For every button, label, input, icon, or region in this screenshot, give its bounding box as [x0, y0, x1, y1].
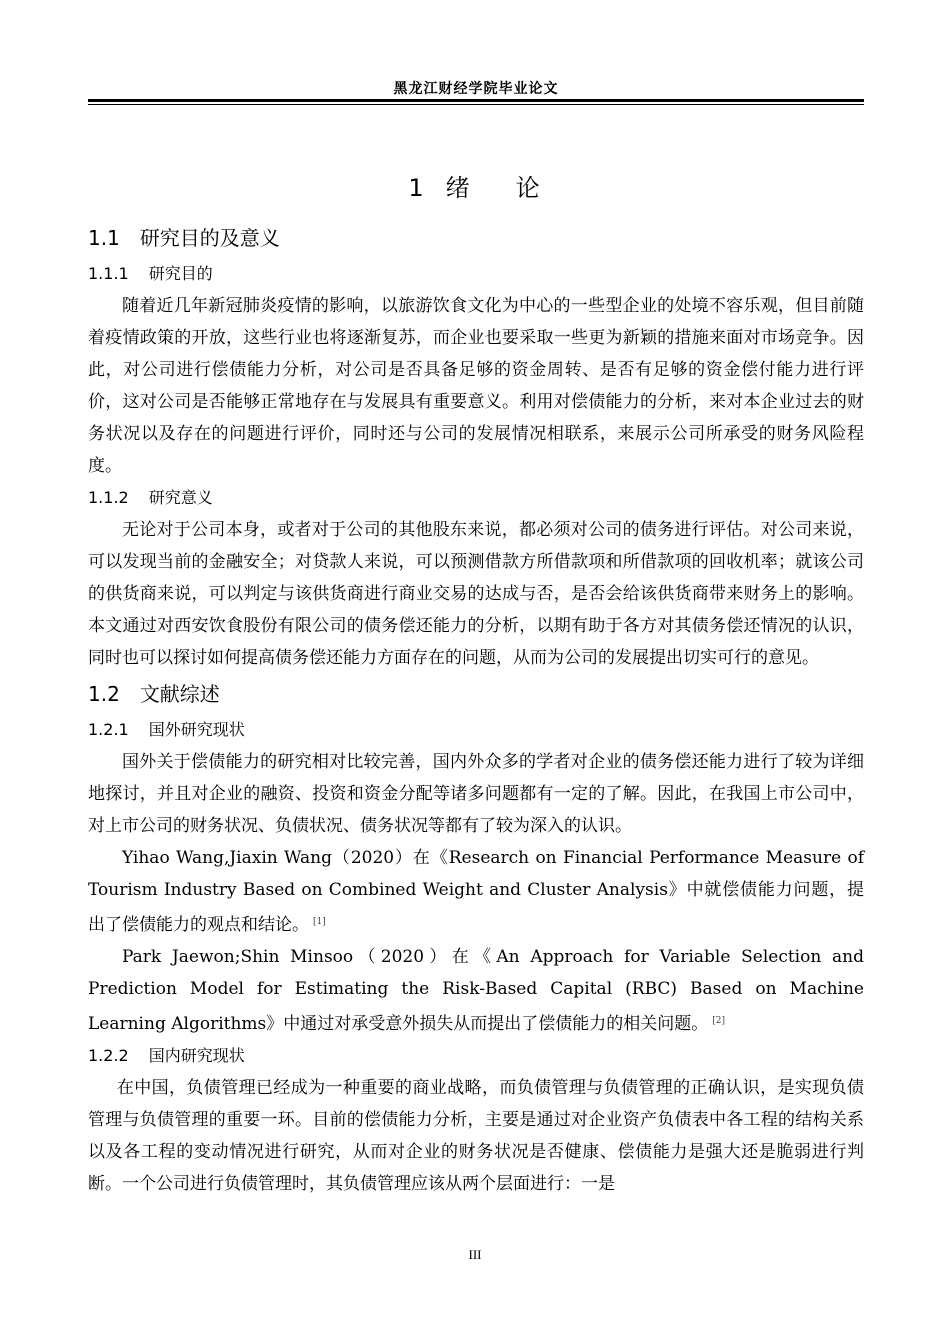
section-number: 1.1.1 — [88, 264, 129, 283]
chapter-number: 1 — [408, 174, 426, 202]
header-rule-thin — [88, 104, 864, 105]
section-number: 1.1.2 — [88, 488, 129, 507]
paragraph-foreign-overview: 国外关于偿债能力的研究相对比较完善，国内外众多的学者对企业的债务偿还能力进行了较为详细地探讨，并且对企业的融资、投资和资金分配等诸多问题都有一定的了解。因此，在我国上市公司中，对上市公司的财务状况、负债状况、债务状况等都有了较为深入的认识。 — [88, 752, 864, 836]
section-number: 1.1 — [88, 226, 120, 250]
paragraph-foreign-citation-2 — [88, 941, 864, 1040]
paragraph-research-purpose: 随着近几年新冠肺炎疫情的影响，以旅游饮食文化为中心的一些型企业的处境不容乐观，但目前随着疫情政策的开放，这些行业也将逐渐复苏，而企业也要采取一些更为新颖的措施来面对市场竞争。因此，对公司进行偿债能力分析，对公司是否具备足够的资金周转、是否有足够的资金偿付能力进行评价，这对公司是否能够正常地存在与发展具有重要意义。利用对偿债能力的分析，来对本企业过去的财务状况以及存在的问题进行评价，同时还与公司的发展情况相联系，来展示公司所承受的财务风险程度。 — [88, 296, 864, 476]
chapter-title-part2: 论 — [515, 174, 542, 202]
section-title: 研究意义 — [148, 488, 213, 507]
reference-marker: [2] — [712, 1016, 725, 1026]
section-number: 1.2.1 — [88, 720, 129, 739]
section-heading-1-1-2 — [88, 482, 864, 514]
section-heading-1-1 — [88, 218, 864, 258]
reference-marker: [1] — [313, 917, 326, 927]
header-rule-thick — [88, 99, 864, 102]
section-title: 国内研究现状 — [148, 1046, 245, 1065]
citation-text: Yihao Wang,Jiaxin Wang（2020）在《Research on Financial Performance Measure of Tourism Industry Based on Combined Weight and Cluster Analysis》中就偿债能力问题，提出了偿债能力的观点和结论。 — [88, 848, 864, 935]
section-heading-1-2-2 — [88, 1040, 864, 1072]
page-header: 黑龙江财经学院毕业论文 — [393, 81, 559, 97]
section-heading-1-2 — [88, 674, 864, 714]
page-number: III — [468, 1247, 482, 1262]
citation-text: Park Jaewon;Shin Minsoo（2020）在《An Approach for Variable Selection and Prediction Model for Estimating the Risk-Based Capital (RBC) Based on Machine Learning Algorithms》中通过对承受意外损失从而提出了偿债能力的相关问题。 — [88, 947, 864, 1034]
chapter-title-part1: 绪 — [445, 174, 472, 202]
main-content — [88, 218, 864, 1200]
section-title: 研究目的及意义 — [139, 226, 280, 250]
chapter-title — [0, 168, 950, 203]
section-heading-1-2-1 — [88, 714, 864, 746]
section-title: 研究目的 — [148, 264, 213, 283]
section-title: 文献综述 — [139, 682, 220, 706]
section-title: 国外研究现状 — [148, 720, 245, 739]
section-number: 1.2 — [88, 682, 120, 706]
section-number: 1.2.2 — [88, 1046, 129, 1065]
section-heading-1-1-1 — [88, 258, 864, 290]
paragraph-domestic-status: 在中国，负债管理已经成为一种重要的商业战略，而负债管理与负债管理的正确认识，是实现负债管理与负债管理的重要一环。目前的偿债能力分析，主要是通过对企业资产负债表中各工程的结构关系以及各工程的变动情况进行研究，从而对企业的财务状况是否健康、偿债能力是强大还是脆弱进行判断。一个公司进行负债管理时，其负债管理应该从两个层面进行：一是 — [88, 1078, 864, 1194]
paragraph-foreign-citation-1 — [88, 842, 864, 941]
paragraph-research-significance: 无论对于公司本身，或者对于公司的其他股东来说，都必须对公司的债务进行评估。对公司来说，可以发现当前的金融安全；对贷款人来说，可以预测借款方所借款项和所借款项的回收机率；就该公司的供货商来说，可以判定与该供货商进行商业交易的达成与否，是否会给该供货商带来财务上的影响。本文通过对西安饮食股份有限公司的债务偿还能力的分析，以期有助于各方对其债务偿还情况的认识，同时也可以探讨如何提高债务偿还能力方面存在的问题，从而为公司的发展提出切实可行的意见。 — [88, 520, 864, 668]
